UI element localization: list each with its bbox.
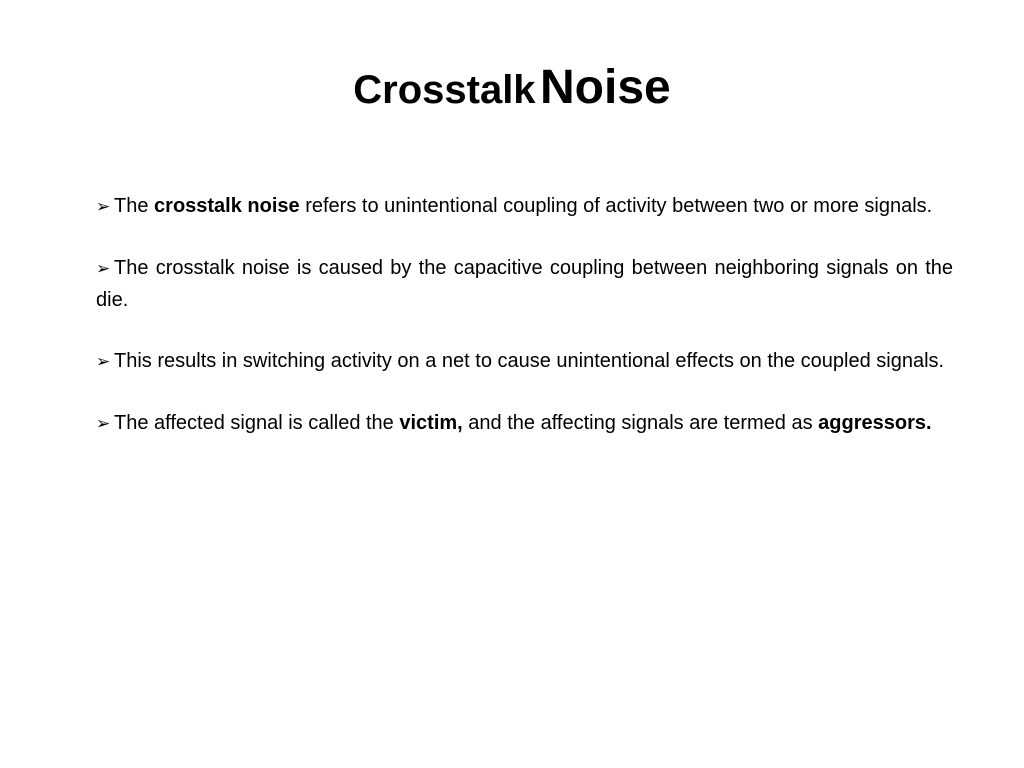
bullet-4-text-a: The affected signal is called the — [114, 412, 400, 434]
bullet-3-text: This results in switching activity on a net to cause unintentional effects on the coupled signals. — [114, 350, 945, 372]
arrow-bullet-icon: ➢ — [96, 259, 111, 279]
bullet-item-3 — [96, 346, 953, 378]
slide-title — [0, 62, 1024, 115]
bullet-list — [96, 191, 953, 470]
bullet-4-bold-aggressors: aggressors. — [818, 412, 932, 434]
bullet-1-text-b: refers to unintentional coupling of activity between two or more signals. — [299, 195, 933, 217]
bullet-2-text: The crosstalk noise is caused by the capacitive coupling between neighboring signals on the die. — [96, 257, 953, 311]
bullet-item-4 — [96, 408, 953, 440]
arrow-bullet-icon: ➢ — [96, 197, 111, 217]
bullet-4-bold-victim: victim, — [399, 412, 463, 434]
bullet-4-text-b: and the affecting signals are termed as — [462, 412, 819, 434]
arrow-bullet-icon: ➢ — [96, 352, 111, 372]
bullet-item-1 — [96, 191, 953, 223]
bullet-1-text-a: The — [114, 195, 155, 217]
arrow-bullet-icon: ➢ — [96, 414, 111, 434]
bullet-1-bold-term: crosstalk noise — [154, 195, 300, 217]
bullet-item-2 — [96, 253, 953, 316]
title-part-1: Crosstalk — [353, 68, 536, 112]
title-part-2: Noise — [540, 61, 671, 114]
